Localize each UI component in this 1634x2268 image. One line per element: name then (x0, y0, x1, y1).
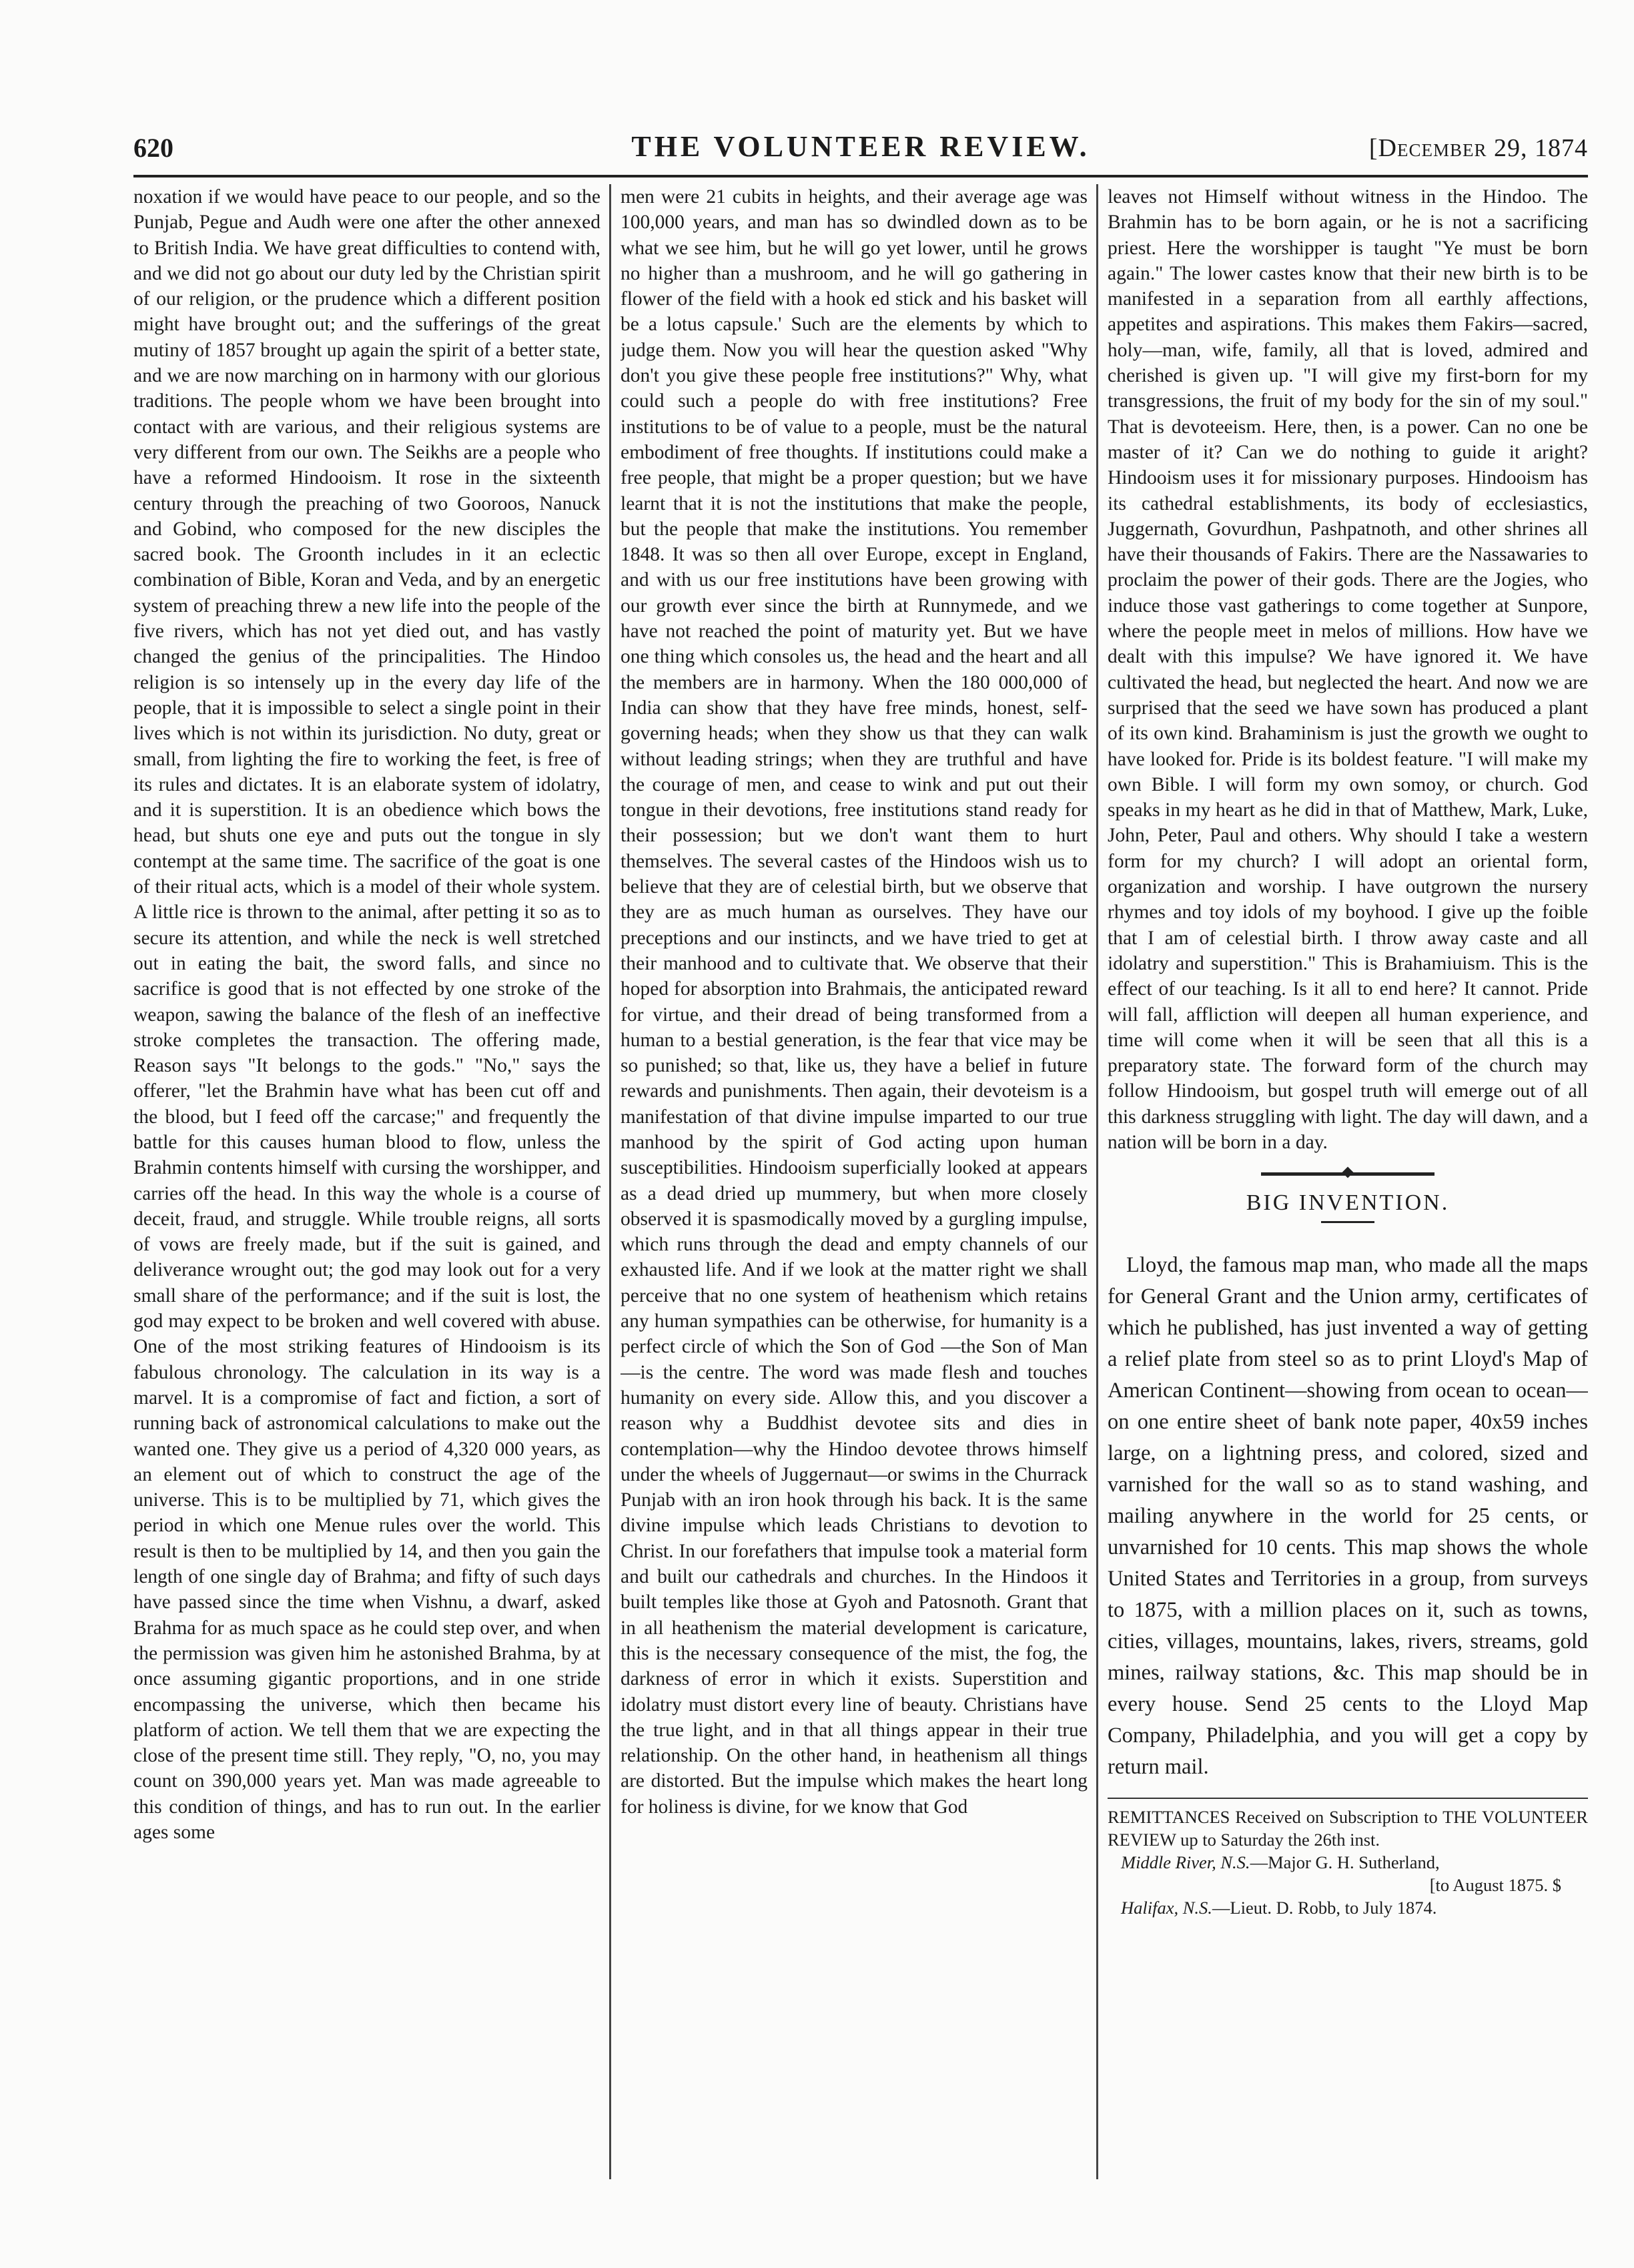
remittance-entry (1108, 1851, 1588, 1874)
article-text: leaves not Himself without witness in the Hindoo. The Brahmin has to be born again, or he is not a sacrificing priest. Here the worshipper is taught "Ye must be born again." The lower castes know that their new birth is to be manifested in a separation from all earthly affections, appetites and aspirations. This makes them Fakirs—sacred, holy—man, wife, family, all that is loved, admired and cherished is given up. "I will give my first-born for my transgressions, the fruit of my body for the sin of my soul." That is devoteeism. Here, then, is a power. Can no one be master of it? Can we do nothing to guide it aright? Hindooism uses it for missionary purposes. Hindooism has its cathedral establishments, its body of ecclesiastics, Juggernath, Govurdhun, Pashpatnoth, and other shrines all have their thousands of Fakirs. There are the Nassawaries to proclaim the power of their gods. There are the Jogies, who induce those vast gatherings to come together at Sunpore, where the people meet in melos of millions. How have we dealt with this impulse? We have ignored it. We have cultivated the head, but neglected the heart. And now we are surprised that the seed we have sown has produced a plant of its own kind. Brahaminism is just the growth we ought to have looked for. Pride is its boldest feature. "I will make my own Bible. I will form my own somoy, or church. God speaks in my heart as he did in that of Matthew, Mark, Luke, John, Peter, Paul and others. Why should I take a western form for my church? I will adopt an oriental form, organization and worship. I have outgrown the nursery rhymes and toy idols of my boyhood. I give up the foible that I am of celestial birth. I throw away caste and all idolatry and superstition." This is Brahamiuism. This is the effect of our teaching. Is it all to end here? It cannot. Pride will fall, affliction will deepen all human experience, and time will come when it will be seen that all this is a preparatory state. The forward form of the church may follow Hindooism, but gospel truth will emerge out of all this darkness struggling with light. The day will dawn, and a nation will be born in a day. (1108, 186, 1588, 1153)
remittances-heading: REMITTANCES Received on Subscription to THE VOLUNTEER REVIEW up to Saturday the 26th inst. (1108, 1807, 1588, 1850)
section-separator (1261, 1172, 1435, 1176)
remittance-place: Halifax, N.S. (1121, 1898, 1212, 1918)
column-divider (609, 184, 611, 2179)
journal-title: THE VOLUNTEER REVIEW. (631, 130, 1090, 163)
column-two (621, 184, 1088, 2199)
section-title: BIG INVENTION. (1246, 1190, 1450, 1216)
advert-text: Lloyd, the famous map man, who made all the maps for General Grant and the Union army, certificates of which he published, has just invented a way of getting a relief plate from steel so as to print Lloyd's Map of American Continent—showing from ocean to ocean—on one entire sheet of bank note paper, 40x59 inches large, on a lightning press, and colored, sized and varnished for the wall so as to stand washing, and mailing anywhere in the world for 25 cents, or unvarnished for 10 cents. This map shows the whole United States and Territories in a group, from surveys to 1875, with a million places on it, such as towns, cities, villages, mountains, lakes, rivers, streams, gold mines, railway stations, &c. This map should be in every house. Send 25 cents to the Lloyd Map Company, Philadelphia, and you will get a copy by return mail. (1108, 1253, 1588, 1780)
page-header (133, 127, 1588, 173)
header-rule (133, 175, 1588, 177)
remittance-place: Middle River, N.S. (1121, 1852, 1250, 1873)
column-divider (1096, 184, 1098, 2179)
page-number: 620 (133, 133, 173, 163)
article-text: noxation if we would have peace to our people, and so the Punjab, Pegue and Audh were one after the other annexed to British India. We have great difficulties to contend with, and we did not go about our duty led by the Christian spirit of our religion, or the prudence which a different position might have brought out; and the sufferings of the great mutiny of 1857 brought up again the spirit of a better state, and we are now marching on in harmony with our glorious traditions. The people whom we have been brought into contact with are various, and their religious systems are very different from our own. The Seikhs are a people who have a reformed Hindooism. It rose in the sixteenth century through the preaching of two Gooroos, Nanuck and Gobind, who composed for the new disciples the sacred book. The Groonth includes in it an eclectic combination of Bible, Koran and Veda, and by an energetic system of preaching threw a new life into the people of the five rivers, which has not yet died out, and has vastly changed the genius of the principalities. The Hindoo religion is so intensely up in the every day life of the people, that it is impossible to select a single point in their lives which is not within its jurisdiction. No duty, great or small, from lighting the fire to working the feet, is free of its rules and dictates. It is an elaborate system of idolatry, and it is superstition. It is an obedience which bows the head, but shuts one eye and puts out the tongue in sly contempt at the same time. The sacrifice of the goat is one of their ritual acts, which is a model of their whole system. A little rice is thrown to the animal, after petting it so as to secure its attention, and while the neck is well stretched out in eating the bait, the sword falls, and since no sacrifice is good that is not effected by one stroke of the weapon, sawing the balance of the flesh of an ineffective stroke completes the transaction. The offering made, Reason says "It belongs to the gods." "No," says the offerer, "let the Brahmin have what has been cut off and the blood, but I feed off the carcase;" and frequently the battle for this causes human blood to flow, unless the Brahmin contents himself with cursing the worshipper, and carries off the head. In this way the whole is a course of deceit, fraud, and struggle. While trouble reigns, all sorts of vows are freely made, but if the suit is gained, and deliverance wrought out; the god may look out for a very small share of the performance; and if the suit is lost, the god may expect to be broken and well covered with abuse. One of the most striking features of Hindooism is its fabulous chronology. The calculation in its way is a marvel. It is a compromise of fact and fiction, a sort of running back of astronomical calculations to make out the wanted one. They give us a period of 4,320 000 years, as an element out of which to construct the age of the universe. This is to be multiplied by 71, which gives the period in which one Menue rules over the world. This result is then to be multiplied by 14, and then you gain the length of one single day of Brahma; and fifty of such days have passed since the time when Vishnu, a dwarf, asked Brahma for as much space as he could step over, and when the permission was given him he astonished Brahma, by at once assuming gigantic proportions, and in one stride encompassing the universe, which then became his platform of action. We tell them that we are expecting the close of the present time still. They reply, "O, no, you may count on 390,000 years yet. Man was made agreeable to this condition of things, and has to run out. In the earlier ages some (133, 186, 600, 1843)
issue-date: [December 29, 1874 (1368, 134, 1588, 162)
remittance-period: [to August 1875. $ (1429, 1875, 1561, 1896)
remittances-rule (1108, 1798, 1588, 1799)
column-one (133, 184, 600, 2199)
remittance-name: —Lieut. D. Robb, to July 1874. (1212, 1898, 1437, 1918)
title-rule (1321, 1221, 1374, 1223)
remittance-name: —Major G. H. Sutherland, (1250, 1852, 1440, 1873)
column-three (1108, 184, 1588, 2199)
remittance-entry (1108, 1896, 1588, 1919)
article-text: men were 21 cubits in heights, and their average age was 100,000 years, and man has so dwindled down as to be what we see him, but he will go yet lower, until he grows no higher than a mushroom, and he will go gathering in flower of the field with a hook ed stick and his basket will be a lotus capsule.' Such are the elements by which to judge them. Now you will hear the question asked "Why don't you give these people free institutions?" Why, what could such a people do with free institutions? Free institutions to be of value to a people, must be the natural embodiment of free thoughts. If institutions could make a free people, that might be a proper question; but we have learnt that it is not the institutions that make the people, but the people that make the institutions. You remember 1848. It was so then all over Europe, except in England, and with us our free institutions have been growing with our growth ever since the birth at Runnymede, and we have not reached the point of maturity yet. But we have one thing which consoles us, the head and the heart and all the members are in harmony. When the 180 000,000 of India can show that they have free minds, honest, self-governing heads; when they show us that they can walk without leading strings; when they are truthful and have the courage of men, and cease to wink and put out their tongue in their devotions, free institutions stand ready for their possession; but we don't want them to hurt themselves. The several castes of the Hindoos wish us to believe that they are of celestial birth, but we observe that they are as much human as ourselves. They have our preceptions and our instincts, and we have tried to get at their manhood and to cultivate that. We observe that their hoped for absorption into Brahmais, the anticipated reward for virtue, and their dread of being transformed from a human to a bestial generation, is the fear that vice may be so punished; so that, like us, they have a belief in future rewards and punishments. Then again, their devoteism is a manifestation of that divine impulse imparted to our true manhood by the spirit of God acting upon human susceptibilities. Hindooism superficially looked at appears as a dead dried up mummery, but when more closely observed it is spasmodically moved by a gurgling impulse, which runs through the dead and empty channels of our exhausted life. And if we look at the matter right we shall perceive that no one system of heathenism which retains any human sympathies can be otherwise, for humanity is a perfect circle of which the Son of God —the Son of Man—is the centre. The word was made flesh and touches humanity on every side. Allow this, and you discover a reason why a Buddhist devotee sits and dies in contemplation—why the Hindoo devotee throws himself under the wheels of Juggernaut—or swims in the Churrack Punjab with an iron hook through his back. It is the same divine impulse which leads Christians to devotion to Christ. In our forefathers that impulse took a material form and built our cathedrals and churches. In the Hindoos it built temples like those at Gyoh and Patosnoth. Grant that in all heathenism the material development is caricature, this is the necessary consequence of the mist, the fog, the darkness of error in which it exists. Superstition and idolatry must distort every line of beauty. Christians have the true light, and in that all things appear in their true relationship. On the other hand, in heathenism all things are distorted. But the impulse which makes the heart long for holiness is divine, for we know that God (621, 186, 1088, 1818)
